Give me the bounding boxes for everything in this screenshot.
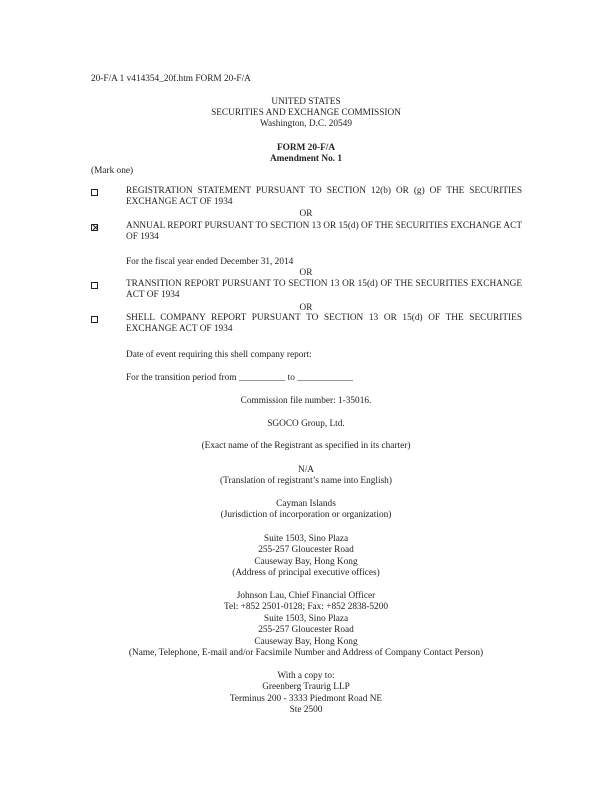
agency-line-2: SECURITIES AND EXCHANGE COMMISSION bbox=[211, 108, 401, 118]
address-line-1: Suite 1503, Sino Plaza bbox=[263, 534, 349, 544]
contact-address-line-2: 255-257 Gloucester Road bbox=[258, 625, 354, 635]
option-shell-company-report: SHELL COMPANY REPORT PURSUANT TO SECTION 13 OR 15(d) OF THE SECURITIES EXCHANGE ACT OF 1934 bbox=[126, 313, 522, 334]
option-annual-report: ANNUAL REPORT PURSUANT TO SECTION 13 OR 15(d) OF THE SECURITIES EXCHANGE ACT OF 1934 bbox=[126, 221, 522, 242]
jurisdiction: Cayman Islands bbox=[276, 499, 336, 509]
or-separator: OR bbox=[299, 268, 313, 278]
option-transition-report: TRANSITION REPORT PURSUANT TO SECTION 13 OR 15(d) OF THE SECURITIES EXCHANGE ACT OF 1934 bbox=[126, 279, 522, 300]
mark-one-label: (Mark one) bbox=[91, 166, 134, 176]
checkbox-registration-statement[interactable] bbox=[91, 189, 98, 196]
copy-suite: Ste 2500 bbox=[289, 705, 323, 715]
address-caption: (Address of principal executive offices) bbox=[232, 568, 380, 578]
transition-period-line: For the transition period from __________ to ____________ bbox=[126, 373, 353, 383]
checkbox-transition-report[interactable] bbox=[91, 282, 98, 289]
contact-caption: (Name, Telephone, E-mail and/or Facsimile Number and Address of Company Contact Person) bbox=[128, 648, 484, 658]
checkbox-shell-company-report[interactable] bbox=[91, 316, 98, 323]
address-line-2: 255-257 Gloucester Road bbox=[258, 545, 354, 555]
contact-name: Johnson Lau, Chief Financial Officer bbox=[236, 591, 376, 601]
contact-address-line-3: Causeway Bay, Hong Kong bbox=[254, 637, 358, 647]
registrant-name: SGOCO Group, Ltd. bbox=[267, 419, 345, 429]
registrant-translation: N/A bbox=[297, 465, 314, 475]
or-separator: OR bbox=[299, 209, 313, 219]
or-separator: OR bbox=[299, 303, 313, 313]
form-amendment: Amendment No. 1 bbox=[269, 154, 343, 164]
registrant-translation-caption: (Translation of registrant’s name into English) bbox=[220, 476, 392, 486]
fiscal-year-line: For the fiscal year ended December 31, 2014 bbox=[126, 257, 294, 267]
checkbox-annual-report[interactable] bbox=[91, 224, 98, 231]
agency-line-3: Washington, D.C. 20549 bbox=[260, 119, 352, 129]
copy-to-label: With a copy to: bbox=[277, 671, 335, 681]
form-title: FORM 20-F/A bbox=[276, 143, 336, 153]
address-line-3: Causeway Bay, Hong Kong bbox=[254, 557, 358, 567]
copy-street: Terminus 200 - 3333 Piedmont Road NE bbox=[229, 694, 383, 704]
option-registration-statement: REGISTRATION STATEMENT PURSUANT TO SECTION 12(b) OR (g) OF THE SECURITIES EXCHANGE ACT OF 1934 bbox=[126, 186, 522, 207]
agency-line-1: UNITED STATES bbox=[271, 97, 341, 107]
registrant-name-caption: (Exact name of the Registrant as specified in its charter) bbox=[201, 441, 411, 451]
contact-address-line-1: Suite 1503, Sino Plaza bbox=[263, 614, 349, 624]
jurisdiction-caption: (Jurisdiction of incorporation or organization) bbox=[220, 510, 392, 520]
contact-phone: Tel: +852 2501-0128; Fax: +852 2838-5200 bbox=[224, 602, 388, 612]
commission-file-number: Commission file number: 1-35016. bbox=[240, 396, 372, 406]
copy-firm: Greenberg Traurig LLP bbox=[262, 682, 350, 692]
date-of-event-line: Date of event requiring this shell company report: bbox=[126, 350, 312, 360]
file-header: 20-F/A 1 v414354_20f.htm FORM 20-F/A bbox=[91, 74, 251, 84]
